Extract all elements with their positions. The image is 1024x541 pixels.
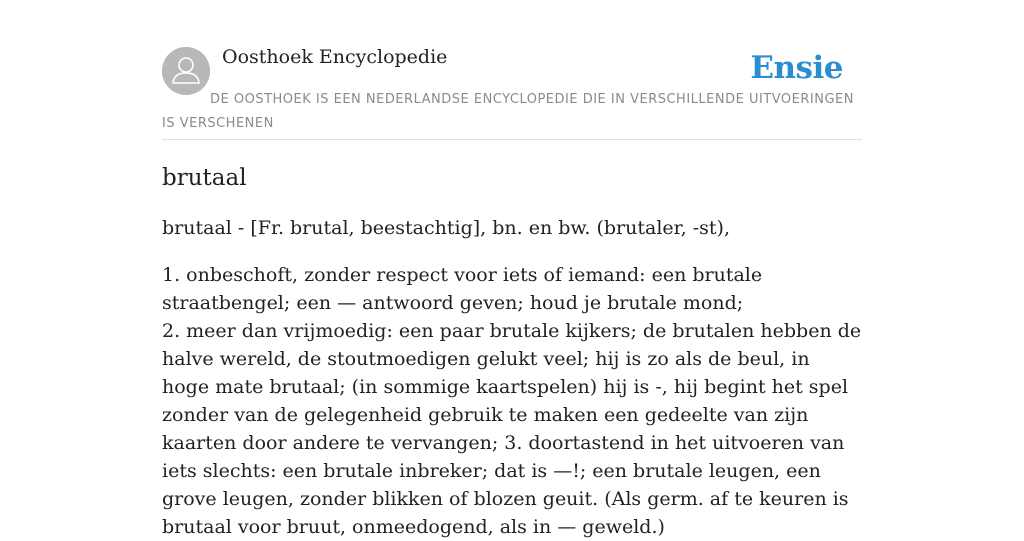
article [162, 162, 862, 541]
definition-2: 2. meer dan vrijmoedig: een paar brutale kijkers; de brutalen hebben de halve wereld, de stoutmoedigen gelukt veel; hij is zo als de beul, in hoge mate brutaal; (in sommige kaartspelen) hij is -, hij begint het spel zonder van de gelegenheid gebruik te maken een gedeelte van zijn kaarten door andere te vervangen; 3. doortastend in het uitvoeren van iets slechts: een brutale inbreker; dat is —!; een brutale leugen, een grove leugen, zonder blikken of blozen geuit. (Als germ. af te keuren is brutaal voor bruut, onmeedogend, als in — geweld.) [162, 320, 862, 538]
definition-1: 1. onbeschoft, zonder respect voor iets of iemand: een brutale straatbengel; een — antwoord geven; houd je brutale mond; [162, 264, 763, 314]
article-lead: brutaal - [Fr. brutal, beestachtig], bn. en bw. (brutaler, -st), [162, 217, 730, 239]
article-body [162, 261, 862, 541]
article-title: brutaal [162, 165, 247, 191]
brand-logo[interactable]: Ensie [750, 50, 843, 86]
site-name[interactable]: Oosthoek Encyclopedie [222, 46, 448, 68]
site-tagline: DE OOSTHOEK IS EEN NEDERLANDSE ENCYCLOPEDIE DIE IN VERSCHILLENDE UITVOERINGEN IS VERSCHENEN [162, 92, 854, 131]
site-header [162, 40, 862, 140]
